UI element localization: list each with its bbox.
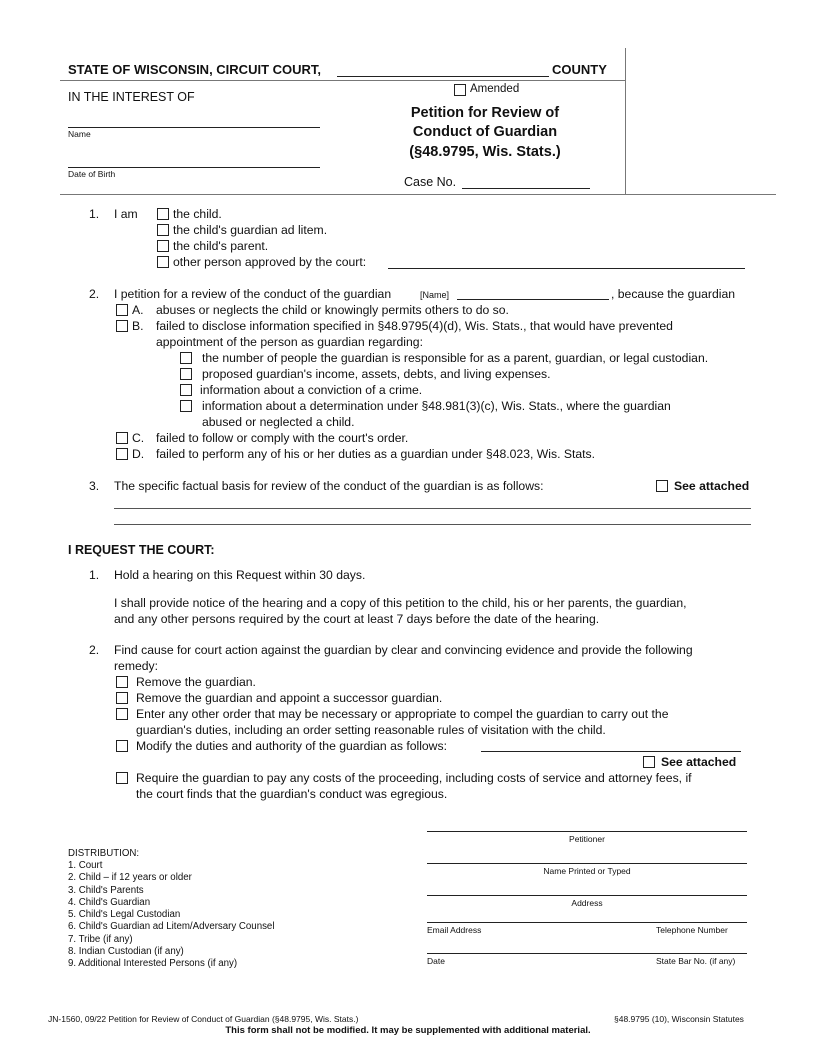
remedy-successor-label: Remove the guardian and appoint a successor guardian. (136, 691, 443, 705)
distribution-item: 7. Tribe (if any) (68, 933, 133, 945)
distribution-list (68, 860, 274, 971)
footer-statute: §48.9795 (10), Wisconsin Statutes (614, 1014, 744, 1024)
i-am-other-checkbox[interactable] (157, 256, 169, 268)
i-am-child-checkbox[interactable] (157, 208, 169, 220)
section3-number: 3. (89, 479, 100, 493)
section2-lead: I petition for a review of the conduct of the guardian (114, 287, 392, 301)
remedy-other-order-line2: guardian's duties, including an order setting reasonable rules of visitation with the child. (136, 723, 606, 737)
section3-text: The specific factual basis for review of the conduct of the guardian is as follows: (114, 479, 544, 493)
guardian-name-tag: [Name] (420, 290, 450, 300)
footer-form-id: JN-1560, 09/22 Petition for Review of Conduct of Guardian (§48.9795, Wis. Stats.) (48, 1014, 359, 1024)
header-divider (60, 80, 626, 81)
request-heading: I REQUEST THE COURT: (68, 543, 215, 557)
notice-text-line1: I shall provide notice of the hearing and a copy of this petition to the child, his or her parents, the guardian, (114, 596, 687, 610)
section1-number: 1. (89, 207, 100, 221)
name-label: Name (68, 129, 91, 139)
distribution-item: 1. Court (68, 860, 103, 871)
date-label: Date (427, 956, 445, 966)
child-name-field[interactable] (68, 127, 320, 128)
option-d-letter: D. (132, 447, 145, 461)
name-printed-field[interactable] (427, 863, 747, 864)
i-am-parent-label: the child's parent. (173, 239, 269, 253)
sub-option-3-text: information about a conviction of a crime. (200, 383, 423, 397)
distribution-item: 8. Indian Custodian (if any) (68, 946, 184, 958)
telephone-label: Telephone Number (656, 925, 728, 935)
remedy-modify-label: Modify the duties and authority of the guardian as follows: (136, 739, 447, 753)
form-title-line1: Petition for Review of (410, 105, 560, 121)
form-title-line2: Conduct of Guardian (412, 124, 558, 140)
case-no-field[interactable] (462, 188, 590, 189)
remedy-other-order-checkbox[interactable] (116, 708, 128, 720)
i-am-child-label: the child. (173, 207, 222, 221)
sub-option-4-text-line1: information about a determination under §48.981(3)(c), Wis. Stats., where the guardian (202, 399, 671, 413)
remedy-modify-checkbox[interactable] (116, 740, 128, 752)
option-b-text-line1: failed to disclose information specified in §48.9795(4)(d), Wis. Stats., that would have prevented (156, 319, 673, 333)
request-item2-line2: remedy: (114, 659, 159, 673)
distribution-item: 9. Additional Interested Persons (if any) (68, 958, 238, 970)
petitioner-signature-field[interactable] (427, 831, 747, 832)
request-item2-line1: Find cause for court action against the guardian by clear and convincing evidence and provide the following (114, 643, 693, 657)
option-b-text-line2: appointment of the person as guardian regarding: (156, 335, 423, 349)
sub-option-1-text: the number of people the guardian is responsible for as a parent, guardian, or legal custodian. (202, 351, 709, 365)
county-field[interactable] (337, 76, 549, 77)
remedy-see-attached-checkbox[interactable] (643, 756, 655, 768)
option-a-checkbox[interactable] (116, 304, 128, 316)
section3-see-attached-checkbox[interactable] (656, 480, 668, 492)
i-am-parent-checkbox[interactable] (157, 240, 169, 252)
remedy-costs-checkbox[interactable] (116, 772, 128, 784)
name-printed-label: Name Printed or Typed (543, 866, 631, 876)
email-phone-field[interactable] (427, 922, 747, 923)
remedy-remove-label: Remove the guardian. (136, 675, 256, 689)
court-label: STATE OF WISCONSIN, CIRCUIT COURT, (68, 62, 322, 77)
remedy-successor-checkbox[interactable] (116, 692, 128, 704)
amended-checkbox[interactable] (454, 84, 466, 96)
section2-number: 2. (89, 287, 100, 301)
date-bar-field[interactable] (427, 953, 747, 954)
distribution-item: 3. Child's Parents (68, 884, 144, 896)
sub-option-2-checkbox[interactable] (180, 368, 192, 380)
case-no-label: Case No. (404, 175, 457, 189)
petitioner-label: Petitioner (569, 834, 605, 844)
i-am-gal-checkbox[interactable] (157, 224, 169, 236)
i-am-gal-label: the child's guardian ad litem. (173, 223, 328, 237)
factual-basis-line1[interactable] (114, 508, 751, 509)
sub-option-2-text: proposed guardian's income, assets, debts, and living expenses. (202, 367, 551, 381)
address-label: Address (571, 898, 603, 908)
option-a-text: abuses or neglects the child or knowingly permits others to do so. (156, 303, 509, 317)
distribution-item: 4. Child's Guardian (68, 896, 151, 908)
sub-option-4-checkbox[interactable] (180, 400, 192, 412)
option-b-letter: B. (132, 319, 144, 333)
sub-option-1-checkbox[interactable] (180, 352, 192, 364)
request-item2-number: 2. (89, 643, 100, 657)
option-d-checkbox[interactable] (116, 448, 128, 460)
distribution-item: 5. Child's Legal Custodian (68, 909, 181, 921)
guardian-name-field[interactable] (457, 299, 609, 300)
other-person-field[interactable] (388, 268, 745, 269)
remedy-costs-line1: Require the guardian to pay any costs of the proceeding, including costs of service and attorney fees, if (136, 771, 692, 785)
state-bar-label: State Bar No. (if any) (656, 956, 736, 966)
because-label: , because the guardian (611, 287, 735, 301)
amended-label: Amended (470, 83, 520, 95)
child-dob-field[interactable] (68, 167, 320, 168)
sub-option-4-text-line2: abused or neglected a child. (202, 415, 355, 429)
dob-label: Date of Birth (68, 169, 116, 179)
header-bottom-divider (60, 194, 776, 195)
header-vertical-divider (625, 48, 626, 194)
i-am-other-label: other person approved by the court: (173, 255, 367, 269)
email-label: Email Address (427, 925, 482, 935)
sub-option-3-checkbox[interactable] (180, 384, 192, 396)
notice-text-line2: and any other persons required by the court at least 7 days before the date of the hearing. (114, 612, 600, 626)
remedy-see-attached-label: See attached (661, 755, 737, 769)
remedy-other-order-line1: Enter any other order that may be necessary or appropriate to compel the guardian to carry out the (136, 707, 669, 721)
distribution-heading: DISTRIBUTION: (68, 848, 140, 859)
request-item1-number: 1. (89, 568, 100, 582)
remedy-costs-line2: the court finds that the guardian's conduct was egregious. (136, 787, 448, 801)
form-title-line3: (§48.9795, Wis. Stats.) (409, 144, 561, 160)
factual-basis-line2[interactable] (114, 524, 751, 525)
distribution-item: 2. Child – if 12 years or older (68, 872, 192, 884)
request-item1-text: Hold a hearing on this Request within 30 days. (114, 568, 366, 582)
interest-of-label: IN THE INTEREST OF (68, 90, 195, 104)
section3-see-attached-label: See attached (674, 479, 750, 493)
county-label: COUNTY (552, 62, 607, 77)
option-b-checkbox[interactable] (116, 320, 128, 332)
option-c-letter: C. (132, 431, 145, 445)
option-d-text: failed to perform any of his or her duties as a guardian under §48.023, Wis. Stats. (156, 447, 595, 461)
option-c-checkbox[interactable] (116, 432, 128, 444)
option-a-letter: A. (132, 303, 144, 317)
footer-notice: This form shall not be modified. It may be supplemented with additional material. (225, 1025, 591, 1036)
option-c-text: failed to follow or comply with the court's order. (156, 431, 409, 445)
remedy-remove-checkbox[interactable] (116, 676, 128, 688)
distribution-item: 6. Child's Guardian ad Litem/Adversary Counsel (68, 921, 275, 933)
address-field[interactable] (427, 895, 747, 896)
remedy-modify-field[interactable] (481, 751, 741, 752)
section1-lead: I am (114, 207, 138, 221)
